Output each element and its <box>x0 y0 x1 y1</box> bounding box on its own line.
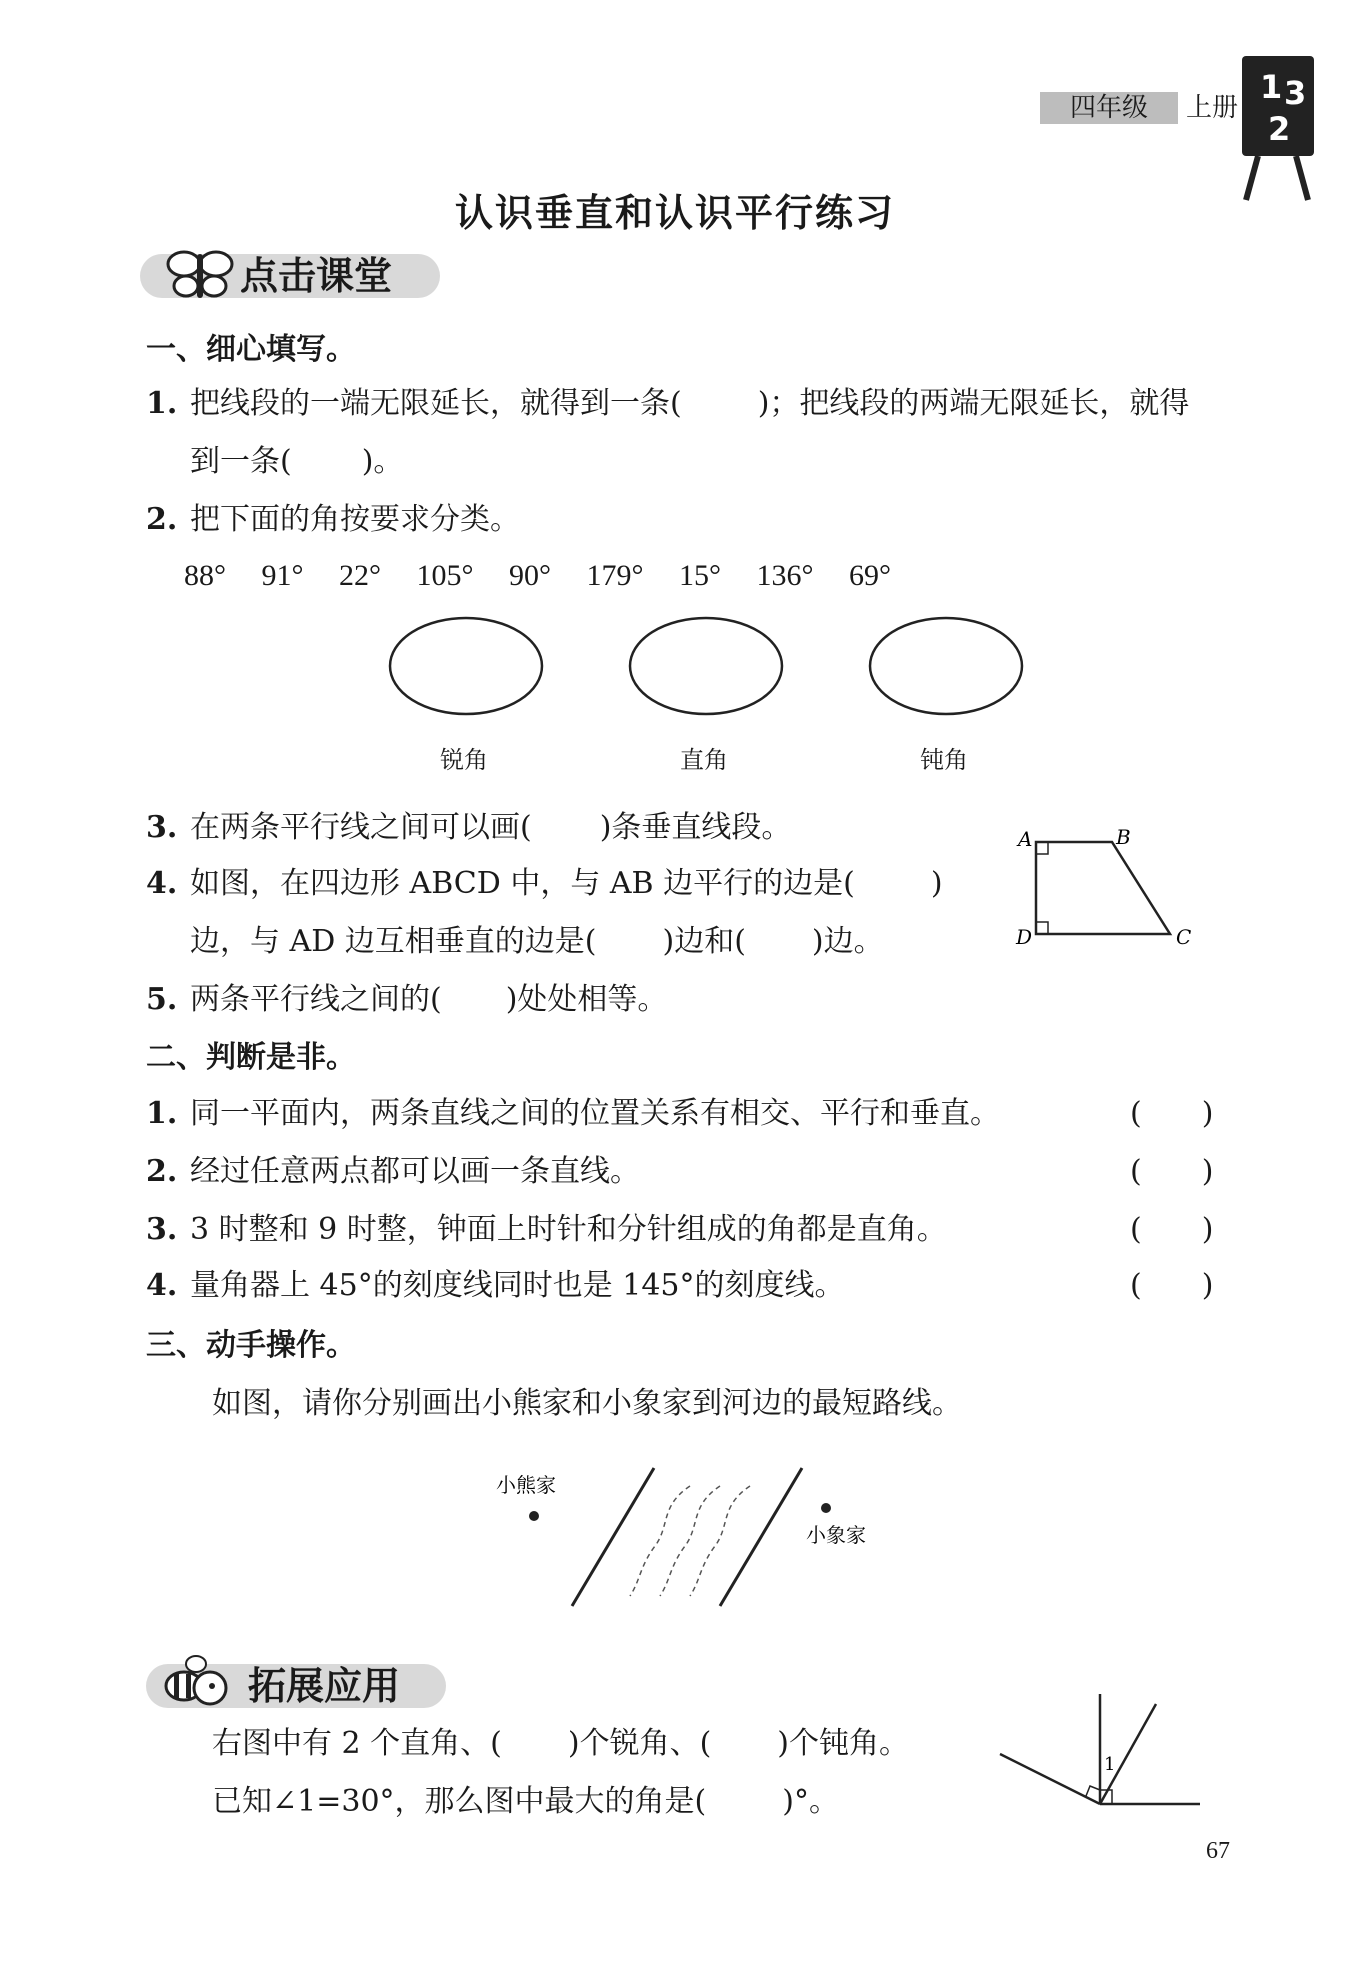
part3-text: 如图，请你分别画出小熊家和小象家到河边的最短路线。 <box>212 1386 962 1421</box>
tf-answer-blank[interactable]: ( ) <box>1130 1212 1214 1247</box>
q3-text-b: )条垂直线段。 <box>599 810 792 845</box>
tf-number: 2. <box>146 1154 178 1189</box>
acute-label: 锐角 <box>440 746 488 774</box>
part1-heading: 一、细心填写。 <box>146 332 356 367</box>
angle-value: 69° <box>849 559 891 592</box>
ext-text-e: )°。 <box>782 1784 839 1819</box>
q2-number: 2. <box>146 502 178 537</box>
q5-line <box>146 980 667 1020</box>
tf-answer-blank[interactable]: ( ) <box>1130 1154 1214 1189</box>
classification-ovals <box>380 612 1030 722</box>
q1-text-c: 到一条( <box>190 444 292 479</box>
angle-value: 179° <box>586 559 644 592</box>
q4-number: 4. <box>146 866 178 901</box>
badge-digit: 1 <box>1260 68 1283 106</box>
q1-text-d: )。 <box>361 444 404 479</box>
angle-list <box>184 556 891 596</box>
right-label: 直角 <box>680 746 728 774</box>
tf-item <box>146 1152 640 1192</box>
q1-text-b: )；把线段的两端无限延长，就得 <box>757 386 1190 421</box>
tf-text: 3 时整和 9 时整，钟面上时针和分针组成的角都是直角。 <box>190 1212 947 1247</box>
q1-number: 1. <box>146 386 178 421</box>
tf-item <box>146 1094 1000 1134</box>
q1-line2 <box>190 442 403 482</box>
river-diagram[interactable] <box>480 1456 900 1626</box>
bear-house-label: 小熊家 <box>496 1473 556 1497</box>
tf-text: 经过任意两点都可以画一条直线。 <box>190 1154 640 1189</box>
tf-number: 4. <box>146 1268 178 1303</box>
q2-line <box>146 500 520 540</box>
section-title-class: 点击课堂 <box>240 254 393 298</box>
vertex-label: B <box>1116 825 1131 849</box>
page-number: 67 <box>1206 1838 1230 1864</box>
angle-value: 15° <box>679 559 721 592</box>
butterfly-icon <box>160 242 240 306</box>
angle-value: 136° <box>756 559 814 592</box>
elephant-house-dot <box>821 1503 831 1513</box>
q3-number: 3. <box>146 810 178 845</box>
q4-line2 <box>190 922 884 962</box>
tf-number: 1. <box>146 1096 178 1131</box>
q4-text-d: )边和( <box>662 924 746 959</box>
angle-value: 88° <box>184 559 226 592</box>
q3-line <box>146 808 791 848</box>
q4-line1 <box>146 864 943 904</box>
tf-text: 量角器上 45°的刻度线同时也是 145°的刻度线。 <box>190 1268 845 1303</box>
tf-answer-blank[interactable]: ( ) <box>1130 1268 1214 1303</box>
acute-oval[interactable] <box>390 618 542 714</box>
obtuse-label: 钝角 <box>920 746 968 774</box>
q4-text-e: )边。 <box>811 924 884 959</box>
q3-text-a: 在两条平行线之间可以画( <box>190 810 532 845</box>
river-bank-right <box>720 1468 802 1606</box>
ext-line1 <box>212 1724 909 1764</box>
vertex-label: D <box>1016 925 1033 949</box>
tf-answer-blank[interactable]: ( ) <box>1130 1096 1214 1131</box>
vertex-label: C <box>1176 925 1192 949</box>
tf-item <box>146 1210 947 1250</box>
q2-text: 把下面的角按要求分类。 <box>190 502 520 537</box>
grade-label: 四年级 <box>1040 92 1178 124</box>
q4-text-c: 边，与 AD 边互相垂直的边是( <box>190 924 597 959</box>
badge-digit: 3 <box>1284 74 1307 112</box>
page-title: 认识垂直和认识平行练习 <box>454 191 895 235</box>
angle-value: 90° <box>509 559 551 592</box>
angle-1-label: 1 <box>1104 1754 1116 1775</box>
q4-text-a: 如图，在四边形 ABCD 中，与 AB 边平行的边是( <box>190 866 855 901</box>
obtuse-oval[interactable] <box>870 618 1022 714</box>
part2-heading: 二、判断是非。 <box>146 1040 356 1075</box>
ext-text-d: 已知∠1=30°，那么图中最大的角是( <box>212 1784 707 1819</box>
angle-value: 105° <box>416 559 474 592</box>
volume-label: 上册 <box>1186 93 1239 123</box>
angle-value: 22° <box>339 559 381 592</box>
vertex-label: A <box>1018 827 1033 851</box>
q5-text-a: 两条平行线之间的( <box>190 982 442 1017</box>
q5-number: 5. <box>146 982 178 1017</box>
angle-figure <box>990 1690 1210 1820</box>
ext-text-b: )个锐角、( <box>567 1726 712 1761</box>
tf-item <box>146 1266 845 1306</box>
tf-text: 同一平面内，两条直线之间的位置关系有相交、平行和垂直。 <box>190 1096 1000 1131</box>
badge-digit: 2 <box>1268 110 1291 148</box>
trapezoid-abcd-figure <box>1012 820 1212 960</box>
section-title-extend: 拓展应用 <box>248 1664 401 1708</box>
elephant-house-label: 小象家 <box>806 1523 866 1547</box>
bear-house-dot <box>529 1511 539 1521</box>
angle-value: 91° <box>261 559 304 592</box>
river-bank-left <box>572 1468 654 1606</box>
right-oval[interactable] <box>630 618 782 714</box>
part3-heading: 三、动手操作。 <box>146 1328 356 1363</box>
q1-line1 <box>146 384 1189 424</box>
q5-text-b: )处处相等。 <box>505 982 668 1017</box>
bee-icon <box>150 1648 240 1718</box>
tf-number: 3. <box>146 1212 178 1247</box>
ext-text-a: 右图中有 2 个直角、( <box>212 1726 502 1761</box>
q1-text-a: 把线段的一端无限延长，就得到一条( <box>190 386 682 421</box>
ext-line2 <box>212 1782 839 1822</box>
ext-text-c: )个钝角。 <box>777 1726 910 1761</box>
q4-text-b: ) <box>930 866 943 901</box>
